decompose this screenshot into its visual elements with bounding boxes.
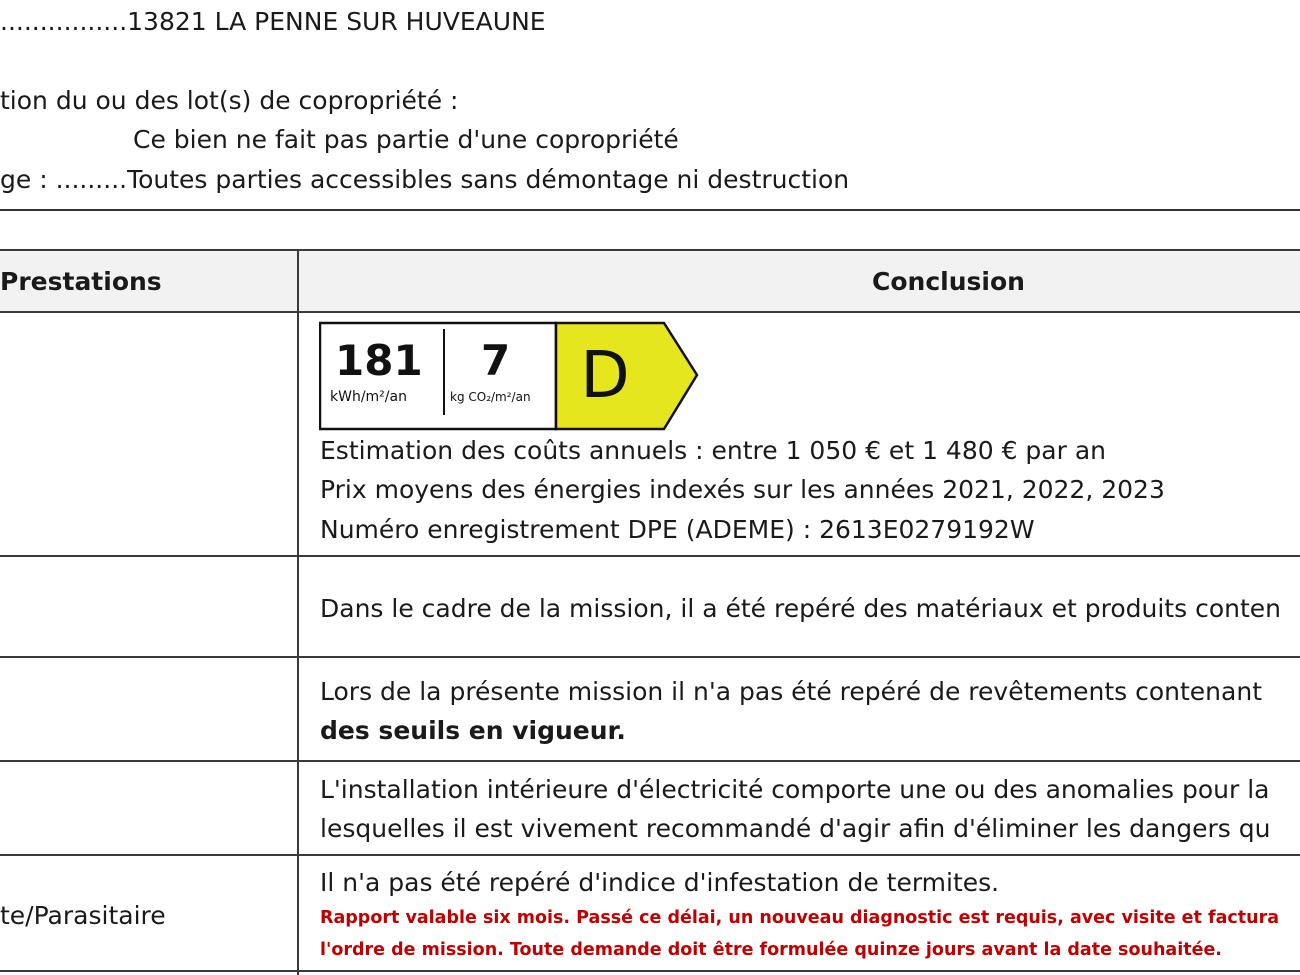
- dpe-label: [319, 321, 700, 431]
- dpe-class-letter: D: [580, 339, 630, 413]
- dpe-energy-prices: Prix moyens des énergies indexés sur les années 2021, 2022, 2023: [320, 475, 1165, 504]
- row-divider: [0, 656, 1300, 658]
- table-top-border: [0, 249, 1300, 251]
- header-prestations: Prestations: [0, 267, 162, 296]
- plomb-conclusion-line1: Lors de la présente mission il n'a pas été repéré de revêtements contenant: [320, 677, 1262, 706]
- plomb-conclusion-line2: des seuils en vigueur.: [320, 716, 626, 745]
- section-divider: [0, 209, 1300, 211]
- electricite-conclusion-line2: lesquelles il est vivement recommandé d'agir afin d'éliminer les dangers qu: [320, 814, 1271, 843]
- header-conclusion: Conclusion: [872, 267, 1025, 296]
- dpe-cost-estimate: Estimation des coûts annuels : entre 1 050 € et 1 480 € par an: [320, 436, 1107, 465]
- dpe-ges-value: 7: [481, 336, 511, 385]
- amiante-conclusion: Dans le cadre de la mission, il a été repéré des matériaux et produits conten: [320, 594, 1281, 623]
- row-divider: [0, 970, 1300, 972]
- termites-prestation: te/Parasitaire: [0, 901, 166, 930]
- table-header-row: [0, 250, 1300, 312]
- address-line: ................13821 LA PENNE SUR HUVEAUNE: [0, 7, 546, 36]
- column-divider: [297, 250, 299, 975]
- dpe-registration-number: Numéro enregistrement DPE (ADEME) : 2613E0279192W: [320, 515, 1035, 544]
- termites-validity-note: Rapport valable six mois. Passé ce délai, un nouveau diagnostic est requis, avec visite et factura: [320, 908, 1280, 928]
- reperage-line: ge : .........Toutes parties accessibles sans démontage ni destruction: [0, 165, 850, 194]
- row-divider: [0, 760, 1300, 762]
- copro-label: tion du ou des lot(s) de copropriété :: [0, 86, 459, 115]
- dpe-ges-unit: kg CO₂/m²/an: [450, 390, 531, 404]
- row-divider: [0, 555, 1300, 557]
- termites-request-note: l'ordre de mission. Toute demande doit être formulée quinze jours avant la date souhaitée.: [320, 940, 1222, 960]
- dpe-energy-unit: kWh/m²/an: [330, 389, 407, 405]
- electricite-conclusion-line1: L'installation intérieure d'électricité comporte une ou des anomalies pour la: [320, 775, 1270, 804]
- row-divider: [0, 311, 1300, 313]
- row-divider: [0, 854, 1300, 856]
- dpe-energy-value: 181: [335, 336, 423, 385]
- termites-conclusion: Il n'a pas été repéré d'indice d'infestation de termites.: [320, 868, 1000, 897]
- copro-value: Ce bien ne fait pas partie d'une copropriété: [133, 125, 679, 154]
